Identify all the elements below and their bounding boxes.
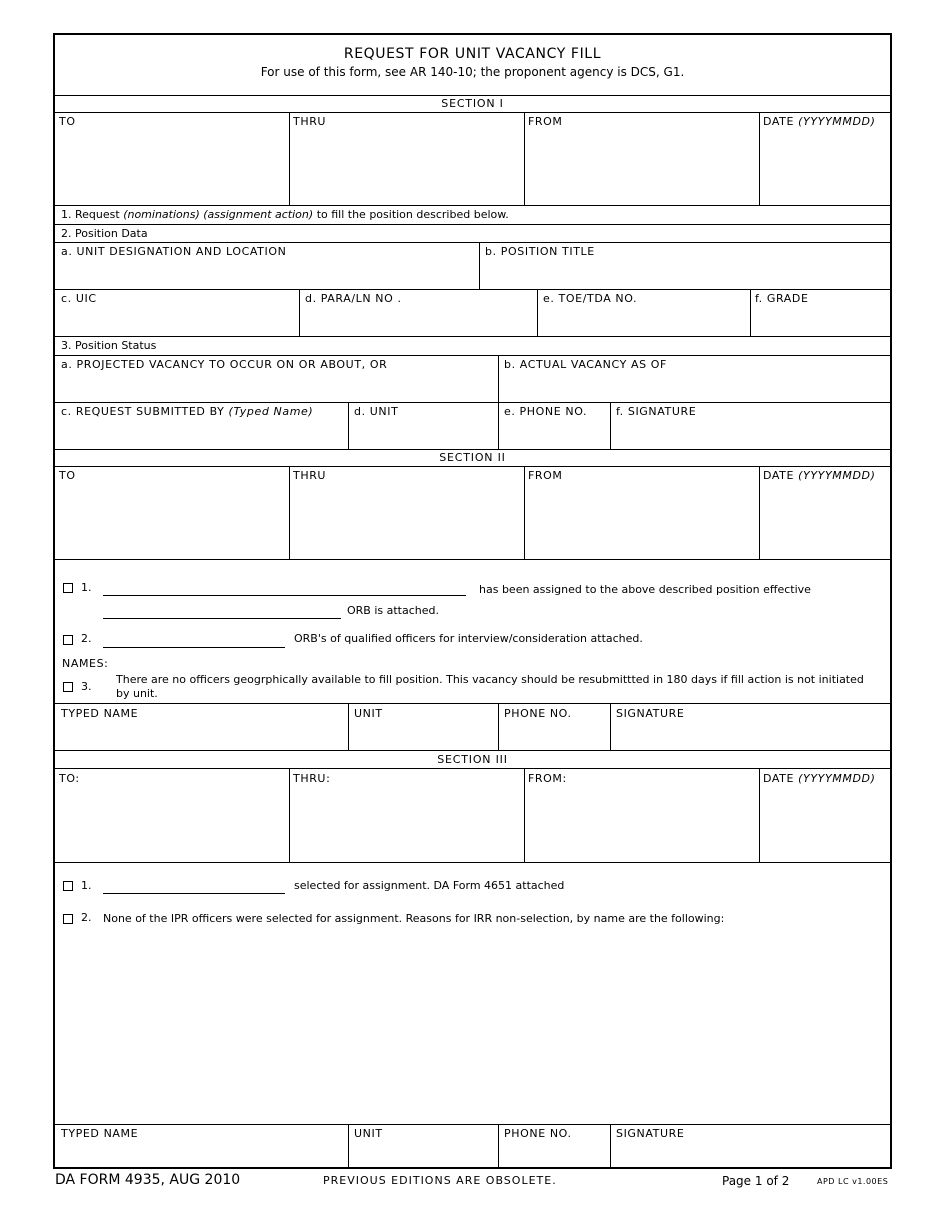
s3-option2-number: 2. [81,911,92,924]
divider [55,205,890,206]
previous-editions-notice: PREVIOUS EDITIONS ARE OBSOLETE. [323,1174,557,1187]
s3-unit-label: UNIT [354,1127,383,1140]
s3-option2-checkbox[interactable] [63,914,73,924]
divider [55,95,890,96]
unit-designation-field[interactable] [57,260,477,287]
s2-to-field[interactable] [57,483,287,557]
section-1-title: SECTION I [441,97,504,110]
s3-option1-text: selected for assignment. DA Form 4651 attached [294,879,565,892]
s2-option3-number: 3. [81,680,92,693]
divider [55,768,890,769]
s1-date-field[interactable] [761,129,888,203]
divider [524,768,525,862]
date-label-text: DATE [763,772,795,785]
s2-phone-field[interactable] [500,722,608,748]
form-id: DA FORM 4935, AUG 2010 [55,1172,241,1188]
projected-vacancy-field[interactable] [57,373,496,400]
divider [55,750,890,751]
s3-to-field[interactable] [57,786,287,860]
divider [479,242,480,289]
divider [348,402,349,449]
divider [524,112,525,205]
s3-typed-name-label: TYPED NAME [61,1127,139,1140]
s2-signature-field[interactable] [612,722,888,748]
s3-to-label: TO: [59,772,80,785]
toe-tda-field[interactable] [539,307,748,334]
divider [750,289,751,336]
divider [498,1124,499,1169]
s1-date-label [763,115,876,128]
divider [55,112,890,113]
s2-phone-label: PHONE NO. [504,707,572,720]
section-2-title: SECTION II [439,451,506,464]
form-title: REQUEST FOR UNIT VACANCY FILL [343,46,602,62]
s1-signature-field[interactable] [612,420,888,447]
divider [55,336,890,337]
divider [55,289,890,290]
divider [498,703,499,750]
s1-item2: 2. Position Data [61,227,148,240]
s3-signature-label: SIGNATURE [616,1127,685,1140]
s3-option1-line[interactable] [103,893,285,894]
item1-italic: (nominations) (assignment action) [123,208,314,221]
divider [759,466,760,559]
divider [289,112,290,205]
divider [610,402,611,449]
form-frame [53,33,892,1169]
para-ln-field[interactable] [301,307,535,334]
divider [610,703,611,750]
divider [55,402,890,403]
divider [55,862,890,863]
s3-option1-checkbox[interactable] [63,881,73,891]
s2-to-label: TO [59,469,76,482]
version-label: APD LC v1.00ES [817,1177,889,1186]
s2-typed-name-field[interactable] [57,722,346,748]
divider [55,355,890,356]
date-label-text: DATE [763,469,795,482]
item1-suffix: to fill the position described below. [316,208,509,221]
s2-option2-line[interactable] [103,647,285,648]
divider [498,402,499,449]
s2-option3-checkbox[interactable] [63,682,73,692]
s2-option1-checkbox[interactable] [63,583,73,593]
grade-field[interactable] [752,307,888,334]
s2-option3-text-line1: There are no officers geogrphically available to fill position. This vacancy should be resubmittted in 180 days if fill action is not initiated [116,673,864,686]
s3-option1-number: 1. [81,879,92,892]
date-format-hint: (YYYYMMDD) [798,469,876,482]
position-title-label: b. POSITION TITLE [485,245,595,258]
divider [289,768,290,862]
s1-unit-field[interactable] [350,420,496,447]
divider [55,1124,890,1125]
divider [55,703,890,704]
divider [299,289,300,336]
s2-option1-number: 1. [81,581,92,594]
s2-option2-number: 2. [81,632,92,645]
divider [289,466,290,559]
s2-date-field[interactable] [761,483,888,557]
submitted-by-text: c. REQUEST SUBMITTED BY [61,405,225,418]
divider [498,355,499,402]
s3-signature-field[interactable] [612,1142,888,1167]
s1-phone-field[interactable] [500,420,608,447]
s1-item3: 3. Position Status [61,339,157,352]
s2-date-label [763,469,876,482]
section-3-title: SECTION III [437,753,508,766]
page-number: Page 1 of 2 [722,1174,790,1188]
s2-option2-text: ORB's of qualified officers for interview/consideration attached. [294,632,643,645]
s2-unit-field[interactable] [350,722,496,748]
s3-thru-field[interactable] [291,786,522,860]
typed-name-hint: (Typed Name) [228,405,314,418]
s3-from-field[interactable] [526,786,757,860]
s2-unit-label: UNIT [354,707,383,720]
s3-phone-field[interactable] [500,1142,608,1167]
divider [55,466,890,467]
s2-option1-name-line[interactable] [103,595,466,596]
s3-thru-label: THRU: [293,772,331,785]
divider [348,1124,349,1169]
s2-thru-field[interactable] [291,483,522,557]
divider [759,112,760,205]
grade-label: f. GRADE [755,292,809,305]
s2-option1-orb: ORB is attached. [347,604,440,617]
submitted-by-field[interactable] [57,420,346,447]
s3-phone-label: PHONE NO. [504,1127,572,1140]
position-title-field[interactable] [481,260,888,287]
s2-option2-checkbox[interactable] [63,635,73,645]
divider [55,559,890,560]
s1-signature-label: f. SIGNATURE [616,405,697,418]
para-ln-label: d. PARA/LN NO . [305,292,402,305]
item1-prefix: 1. Request [61,208,120,221]
s1-to-label: TO [59,115,76,128]
submitted-by-label [61,405,313,418]
s3-typed-name-field[interactable] [57,1142,346,1167]
divider [610,1124,611,1169]
s1-item1 [61,208,509,221]
divider [537,289,538,336]
divider [759,768,760,862]
s2-signature-label: SIGNATURE [616,707,685,720]
uic-field[interactable] [57,307,297,334]
toe-tda-label: e. TOE/TDA NO. [543,292,638,305]
actual-vacancy-field[interactable] [500,373,888,400]
s2-option1-effective-line[interactable] [103,618,341,619]
s2-from-label: FROM [528,469,563,482]
s3-option2-text: None of the IPR officers were selected for assignment. Reasons for IRR non-selection, by name are the following: [103,912,725,925]
s2-option3-text-line2: by unit. [116,687,158,700]
form-subtitle: For use of this form, see AR 140-10; the proponent agency is DCS, G1. [260,65,685,79]
unit-designation-label: a. UNIT DESIGNATION AND LOCATION [61,245,287,258]
date-label-text: DATE [763,115,795,128]
s3-date-label [763,772,876,785]
s1-unit-label: d. UNIT [354,405,399,418]
s1-phone-label: e. PHONE NO. [504,405,588,418]
divider [55,224,890,225]
divider [348,703,349,750]
divider [55,242,890,243]
s3-date-field[interactable] [761,786,888,860]
actual-vacancy-label: b. ACTUAL VACANCY AS OF [504,358,667,371]
s3-reasons-field[interactable] [57,930,888,1122]
uic-label: c. UIC [61,292,97,305]
s2-from-field[interactable] [526,483,757,557]
s1-from-label: FROM [528,115,563,128]
divider [55,449,890,450]
s3-from-label: FROM: [528,772,567,785]
divider [524,466,525,559]
s3-unit-field[interactable] [350,1142,496,1167]
date-format-hint: (YYYYMMDD) [798,772,876,785]
date-format-hint: (YYYYMMDD) [798,115,876,128]
s1-to-field[interactable] [57,129,287,203]
s2-thru-label: THRU [293,469,327,482]
s1-from-field[interactable] [526,129,757,203]
s2-option1-text: has been assigned to the above described position effective [479,583,811,596]
s2-typed-name-label: TYPED NAME [61,707,139,720]
s1-thru-label: THRU [293,115,327,128]
projected-vacancy-label: a. PROJECTED VACANCY TO OCCUR ON OR ABOUT, OR [61,358,388,371]
s2-names-label: NAMES: [62,657,109,670]
s1-thru-field[interactable] [291,129,522,203]
